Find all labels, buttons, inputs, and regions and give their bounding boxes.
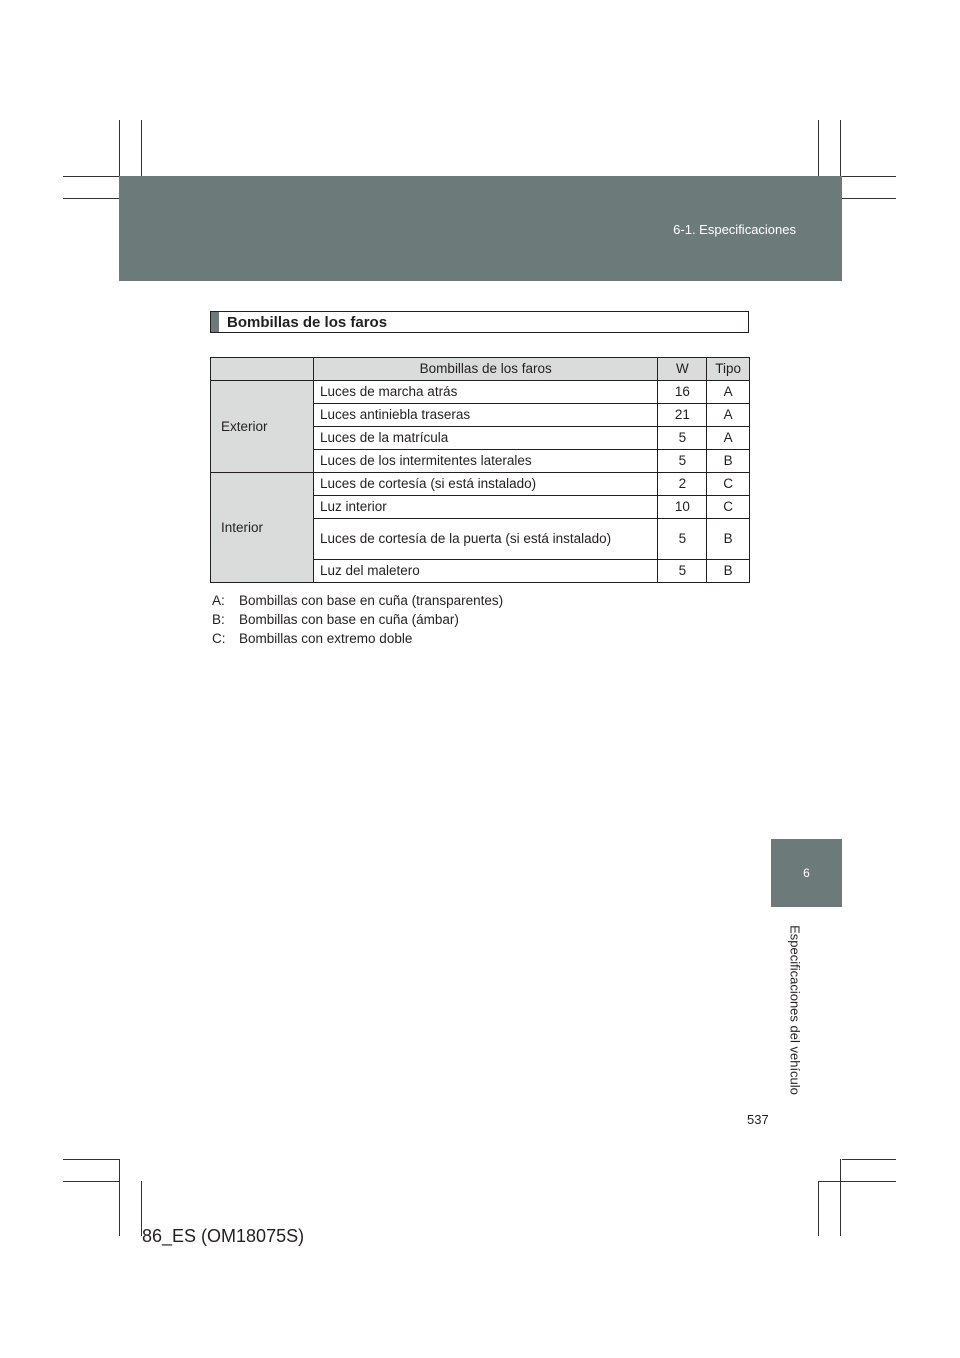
chapter-label: Especificaciones del vehículo bbox=[787, 925, 803, 1095]
header-band bbox=[119, 176, 842, 281]
crop-mark bbox=[840, 1159, 841, 1236]
legend-item bbox=[212, 629, 503, 648]
table-header-cell: Bombillas de los faros bbox=[314, 358, 658, 381]
bulb-watts: 5 bbox=[658, 560, 707, 583]
section-title: Bombillas de los faros bbox=[227, 314, 388, 331]
bulb-name: Luces de marcha atrás bbox=[314, 381, 658, 404]
bulb-watts: 5 bbox=[658, 427, 707, 450]
header-section-label: 6-1. Especificaciones bbox=[673, 222, 796, 237]
legend-item bbox=[212, 610, 503, 629]
table-header-cell bbox=[211, 358, 314, 381]
legend-key: C: bbox=[212, 631, 226, 646]
crop-mark bbox=[840, 120, 841, 176]
crop-mark bbox=[63, 198, 119, 199]
bulb-name: Luces antiniebla traseras bbox=[314, 404, 658, 427]
bulb-name: Luz interior bbox=[314, 496, 658, 519]
table-header-cell: Tipo bbox=[707, 358, 750, 381]
section-title-marker bbox=[211, 312, 219, 332]
legend-text: Bombillas con base en cuña (transparentes) bbox=[239, 593, 504, 608]
bulb-type: C bbox=[707, 496, 750, 519]
crop-mark bbox=[842, 198, 896, 199]
crop-mark bbox=[63, 1159, 119, 1160]
table-header-cell: W bbox=[658, 358, 707, 381]
crop-mark bbox=[119, 1159, 120, 1236]
bulb-type: B bbox=[707, 519, 750, 560]
legend-key: A: bbox=[212, 593, 225, 608]
crop-mark bbox=[141, 120, 142, 176]
bulb-watts: 16 bbox=[658, 381, 707, 404]
legend-item bbox=[212, 591, 503, 610]
bulb-type: A bbox=[707, 427, 750, 450]
legend-text: Bombillas con base en cuña (ámbar) bbox=[239, 612, 459, 627]
bulb-watts: 5 bbox=[658, 450, 707, 473]
bulb-type: A bbox=[707, 404, 750, 427]
bulb-name: Luz del maletero bbox=[314, 560, 658, 583]
bulb-name: Luces de cortesía de la puerta (si está instalado) bbox=[314, 519, 658, 560]
chapter-tab bbox=[771, 839, 842, 907]
group-label: Interior bbox=[211, 473, 314, 583]
type-legend bbox=[212, 591, 503, 648]
legend-text: Bombillas con extremo doble bbox=[239, 631, 413, 646]
legend-key: B: bbox=[212, 612, 225, 627]
bulb-watts: 2 bbox=[658, 473, 707, 496]
bulb-watts: 5 bbox=[658, 519, 707, 560]
bulb-name: Luces de los intermitentes laterales bbox=[314, 450, 658, 473]
table-row bbox=[211, 381, 750, 404]
bulb-type: A bbox=[707, 381, 750, 404]
crop-mark bbox=[842, 176, 896, 177]
crop-mark bbox=[818, 1181, 896, 1182]
bulb-type: B bbox=[707, 560, 750, 583]
page-number: 537 bbox=[747, 1112, 769, 1127]
crop-mark bbox=[63, 176, 119, 177]
crop-mark bbox=[119, 120, 120, 176]
bulb-watts: 21 bbox=[658, 404, 707, 427]
chapter-number: 6 bbox=[803, 866, 810, 880]
bulb-name: Luces de la matrícula bbox=[314, 427, 658, 450]
crop-mark bbox=[818, 1181, 819, 1236]
table-header-row bbox=[211, 358, 750, 381]
bulb-type: C bbox=[707, 473, 750, 496]
crop-mark bbox=[842, 1159, 896, 1160]
bulb-type: B bbox=[707, 450, 750, 473]
bulb-name: Luces de cortesía (si está instalado) bbox=[314, 473, 658, 496]
section-title-box bbox=[210, 311, 749, 333]
table-row bbox=[211, 473, 750, 496]
crop-mark bbox=[63, 1181, 119, 1182]
document-code: 86_ES (OM18075S) bbox=[142, 1226, 305, 1246]
group-label: Exterior bbox=[211, 381, 314, 473]
crop-mark bbox=[818, 120, 819, 176]
bulb-table bbox=[210, 357, 750, 583]
bulb-watts: 10 bbox=[658, 496, 707, 519]
